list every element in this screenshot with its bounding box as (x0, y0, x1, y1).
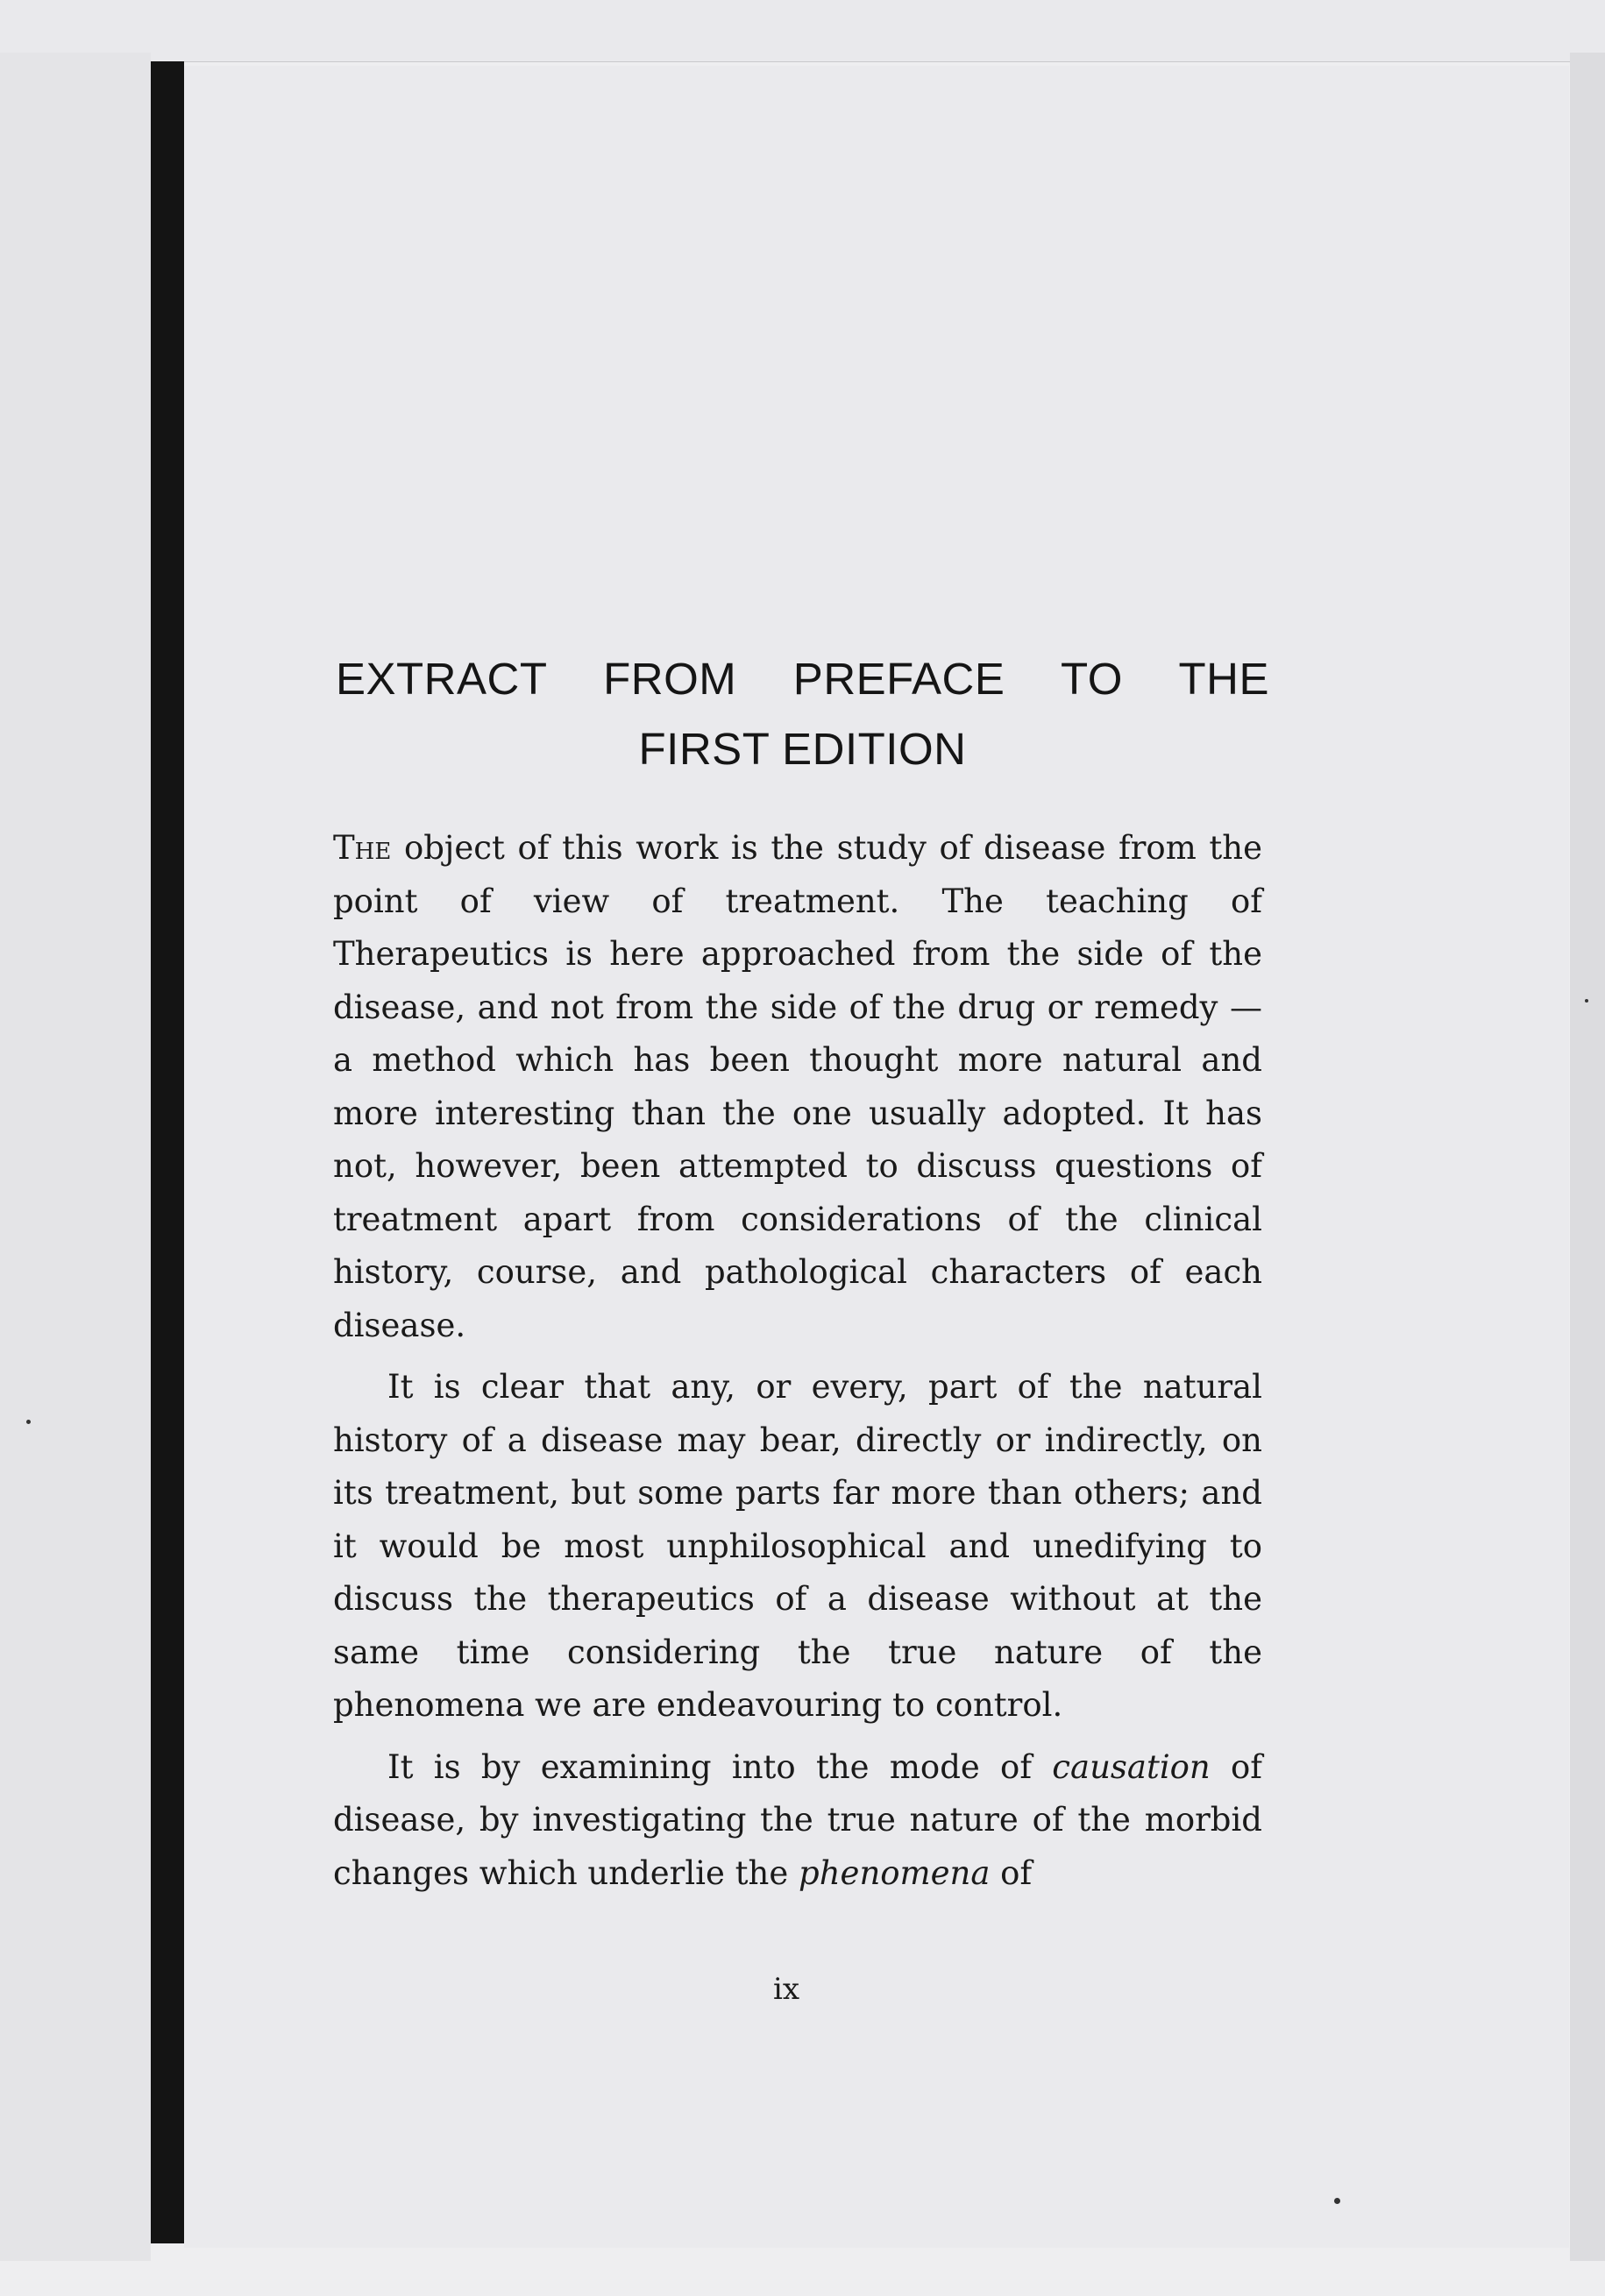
right-page-edge (1570, 53, 1605, 2261)
paragraph-3-text-a: It is by examining into the mode of (387, 1747, 1053, 1786)
paragraph-3-emphasis-causation: causation (1052, 1747, 1211, 1786)
paragraph-1 (333, 822, 1262, 1352)
heading-line-2: FIRST EDITION (638, 724, 967, 774)
paragraph-3 (333, 1741, 1262, 1901)
paragraph-3-text-c: of (990, 1853, 1033, 1892)
book-spine (151, 61, 184, 2243)
page-number: ix (772, 1972, 800, 2007)
paragraph-1-lead: The (333, 829, 392, 867)
paragraph-3-emphasis-phenomena: phenomena (799, 1853, 991, 1892)
left-page-edge (0, 53, 151, 2261)
scan-speck (26, 1420, 31, 1424)
heading-line-1: EXTRACT FROM PREFACE TO THE (336, 654, 1269, 704)
paragraph-2: It is clear that any, or every, part of the natural history of a disease may bear, directly or indirectly, on its treatment, but some parts far more than others; and it would be most unphilosophical and unedifying to discuss the therapeutics of a disease without at the same time considering the true nature of the phenomena we are endeavouring to control. (333, 1368, 1262, 1724)
scan-speck (1585, 999, 1588, 1003)
page-heading (336, 644, 1269, 784)
scan-speck (1334, 2198, 1340, 2204)
page-top-edge (0, 0, 1605, 62)
preface-text (333, 822, 1262, 1909)
paragraph-3-text-b: of disease, by investigating the true nature of the morbid changes which underlie the (333, 1747, 1263, 1892)
paragraph-1-text: object of this work is the study of disease from the point of view of treatment. The teaching of Therapeutics is here approached from the side of the disease, and not from the side of the drug or remedy —a method which has been thought more natural and more interesting than the one usually adopted. It has not, however, been attempted to discuss questions of treatment apart from considerations of the clinical history, course, and pathological characters of each disease. (333, 829, 1262, 1344)
